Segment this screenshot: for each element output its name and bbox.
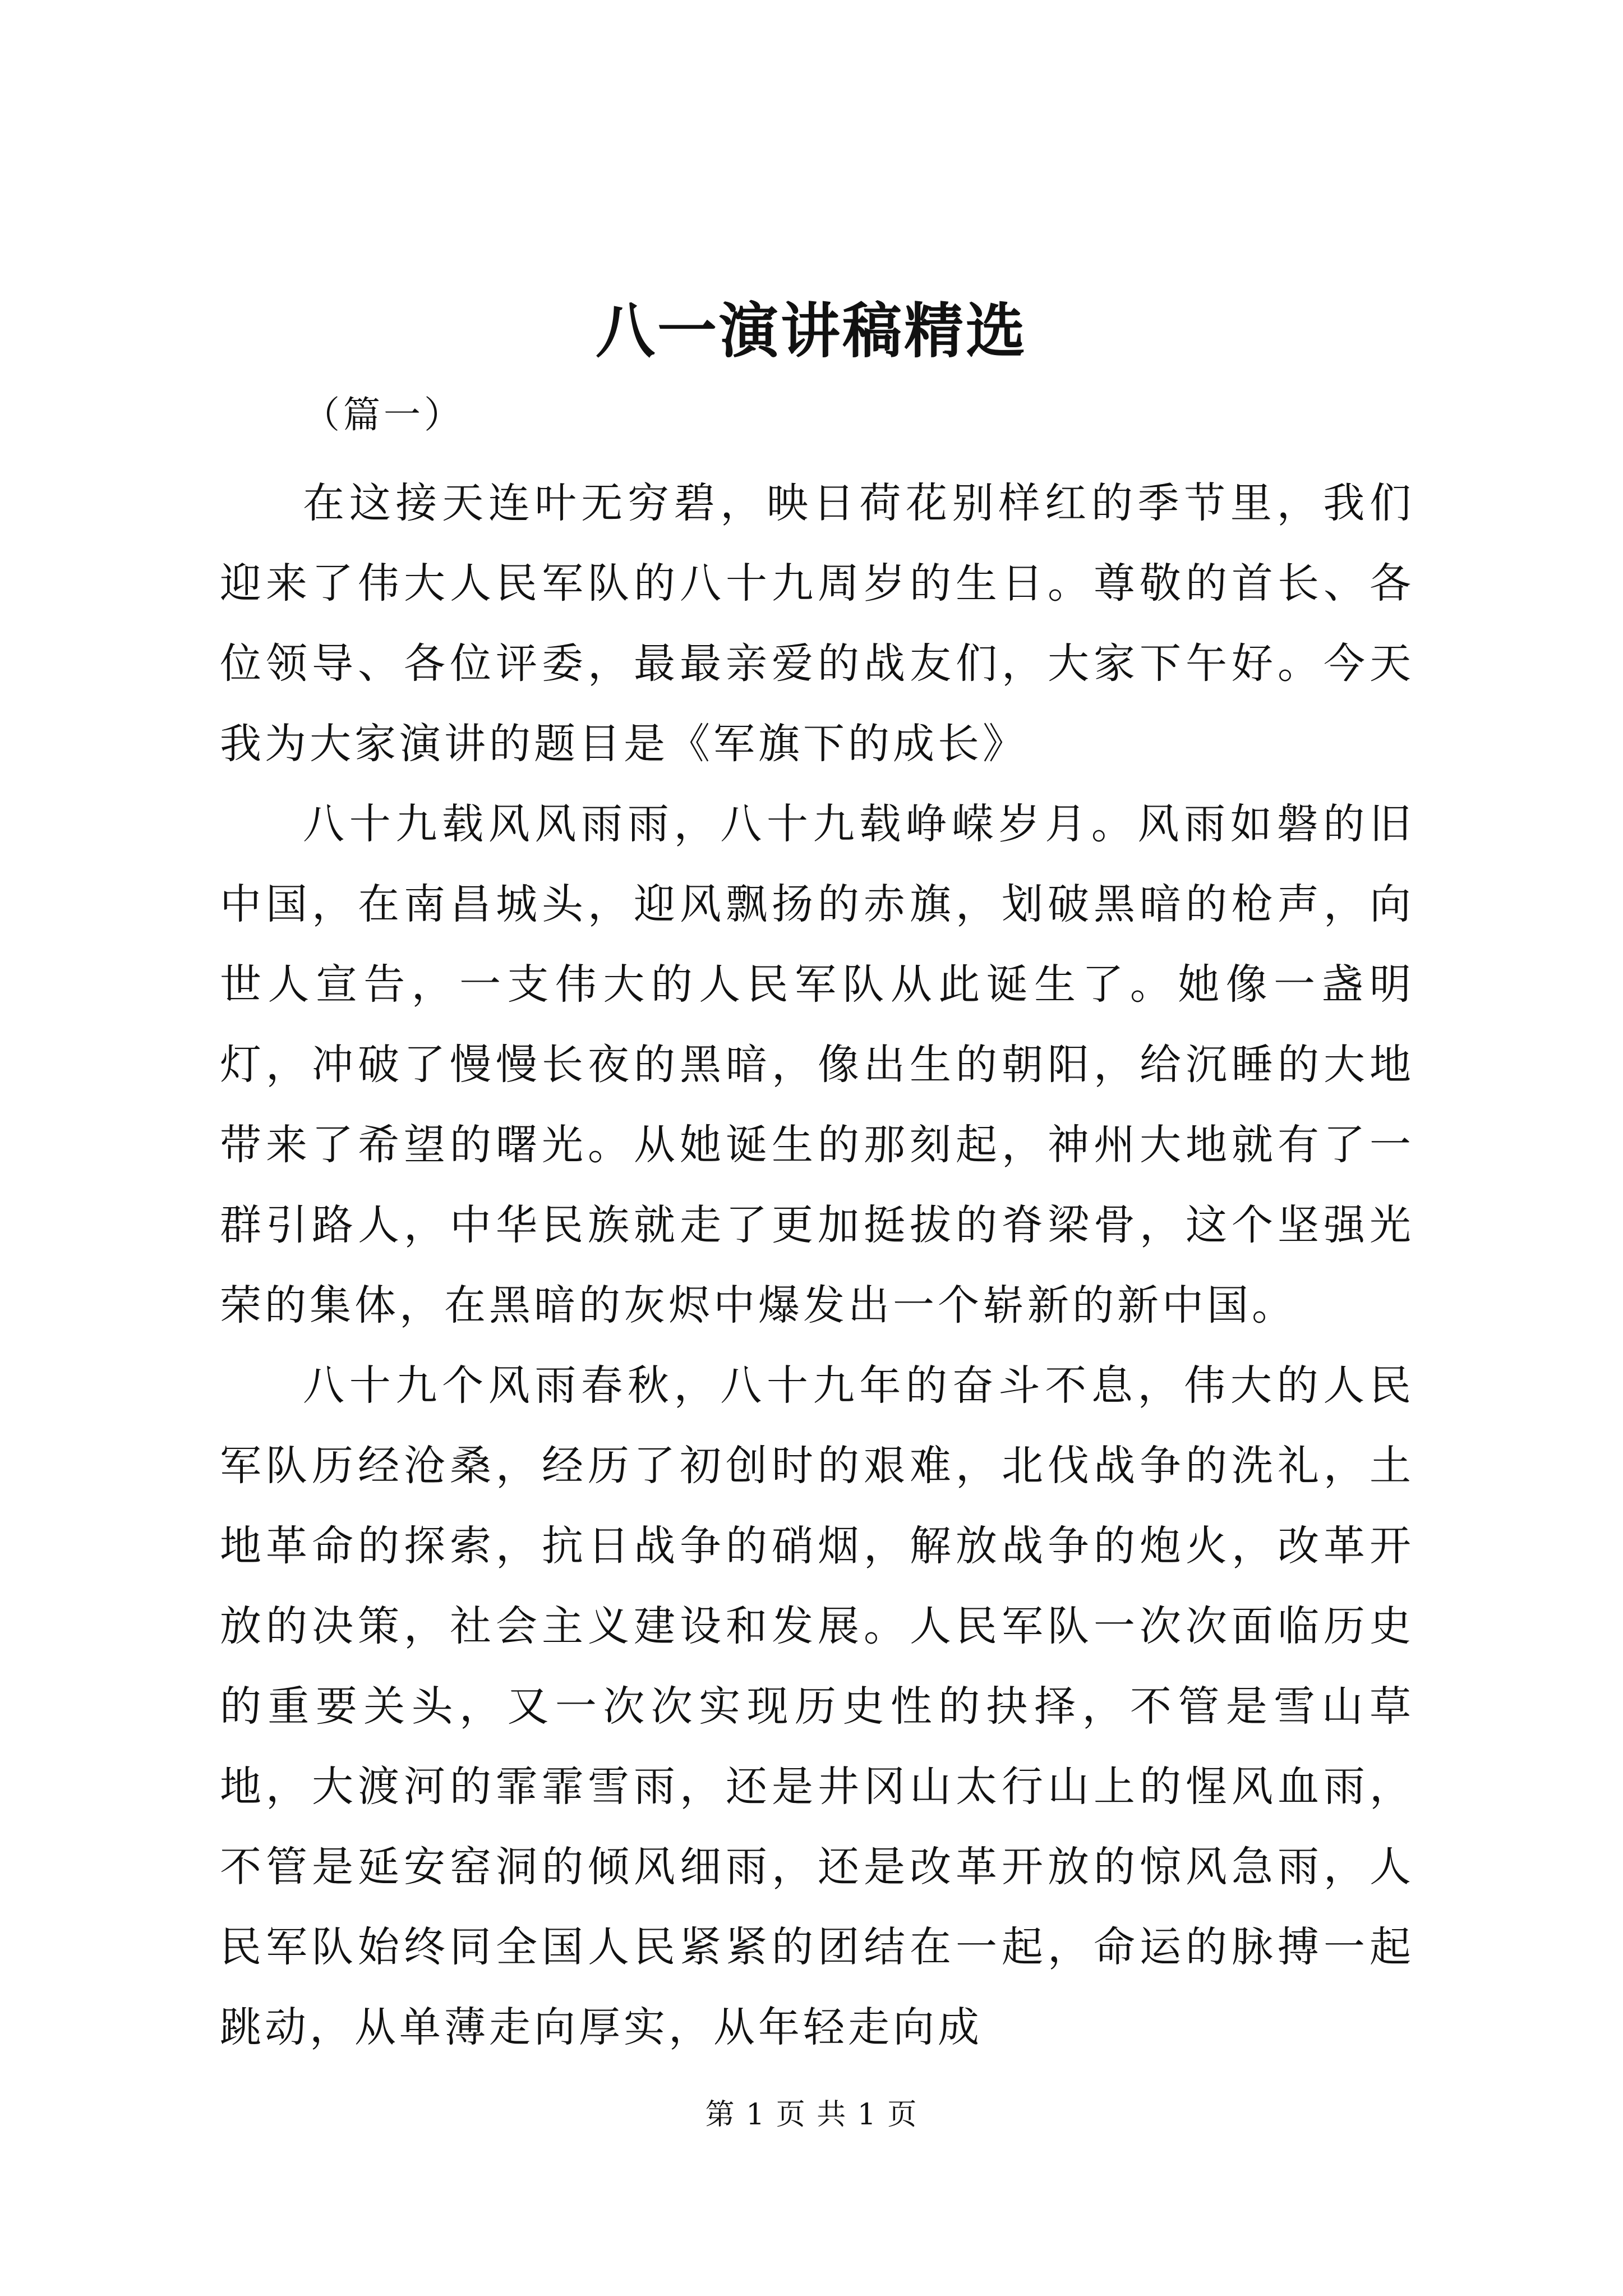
paragraph-3: 八十九个风雨春秋，八十九年的奋斗不息，伟大的人民军队历经沧桑，经历了初创时的艰难，北伐战争的洗礼，土地革命的探索，抗日战争的硝烟，解放战争的炮火，改革开放的决策，社会主义建设和发展。人民军队一次次面临历史的重要关头，又一次次实现历史性的抉择，不管是雪山草地，大渡河的霏霏雪雨，还是井冈山太行山上的惺风血雨，不管是延安窑洞的倾风细雨，还是改革开放的惊风急雨，人民军队始终同全国人民紧紧的团结在一起，命运的脉搏一起跳动，从单薄走向厚实，从年轻走向成 xyxy=(220,1361,1414,2051)
page-footer: 第 1 页 共 1 页 xyxy=(705,2098,918,2132)
document-body xyxy=(220,463,1414,2068)
paragraph-1: 在这接天连叶无穷碧，映日荷花别样红的季节里，我们迎来了伟大人民军队的八十九周岁的生日。尊敬的首长、各位领导、各位评委，最最亲爱的战友们，大家下午好。今天我为大家演讲的题目是《军旗下的成长》 xyxy=(220,479,1414,768)
document-subtitle: （篇一） xyxy=(303,393,464,436)
document-title: 八一演讲稿精选 xyxy=(596,296,1027,366)
paragraph-2: 八十九载风风雨雨，八十九载峥嵘岁月。风雨如磐的旧中国，在南昌城头，迎风飘扬的赤旗，划破黑暗的枪声，向世人宣告，一支伟大的人民军队从此诞生了。她像一盏明灯，冲破了慢慢长夜的黑暗，像出生的朝阳，给沉睡的大地带来了希望的曙光。从她诞生的那刻起，神州大地就有了一群引路人，中华民族就走了更加挺拔的脊梁骨，这个坚强光荣的集体，在黑暗的灰烬中爆发出一个崭新的新中国。 xyxy=(220,800,1414,1329)
